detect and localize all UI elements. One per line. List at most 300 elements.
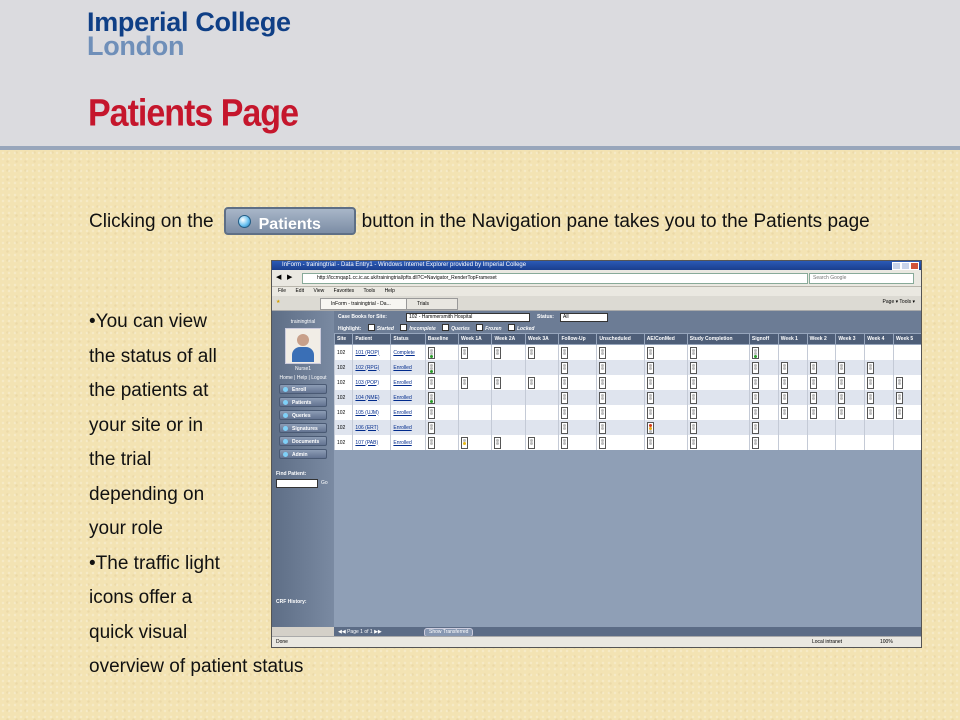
visit-cell bbox=[644, 360, 687, 375]
traffic-light-icon bbox=[781, 377, 788, 389]
traffic-light-icon bbox=[428, 407, 435, 419]
traffic-light-icon bbox=[838, 407, 845, 419]
visit-cell bbox=[644, 405, 687, 420]
pager-page-value: 1 bbox=[360, 629, 363, 635]
visit-cell bbox=[749, 435, 778, 450]
visit-cell bbox=[749, 405, 778, 420]
patient-link: 105 (UJM) bbox=[355, 409, 379, 416]
imperial-college-logo bbox=[87, 7, 291, 61]
traffic-light-icon bbox=[428, 392, 435, 404]
visit-cell bbox=[597, 435, 644, 450]
go-button: Go bbox=[321, 480, 328, 486]
checkbox-locked bbox=[508, 324, 515, 331]
visit-cell bbox=[644, 375, 687, 390]
traffic-light-icon bbox=[690, 422, 697, 434]
nav-button-enroll: Enroll bbox=[279, 384, 327, 394]
column-header: Week 4 bbox=[865, 334, 894, 345]
traffic-light-icon bbox=[838, 392, 845, 404]
traffic-light-icon bbox=[752, 362, 759, 374]
traffic-light-icon bbox=[781, 362, 788, 374]
traffic-light-icon bbox=[494, 347, 501, 359]
traffic-light-icon bbox=[838, 377, 845, 389]
traffic-light-icon bbox=[810, 407, 817, 419]
table-cell bbox=[391, 345, 425, 361]
traffic-light-icon bbox=[561, 377, 568, 389]
visit-cell bbox=[458, 375, 492, 390]
traffic-light-icon bbox=[690, 392, 697, 404]
column-header: Signoff bbox=[749, 334, 778, 345]
intro-paragraph bbox=[89, 207, 929, 235]
traffic-light-icon bbox=[528, 437, 535, 449]
visit-cell bbox=[778, 375, 807, 390]
visit-cell bbox=[425, 360, 458, 375]
table-cell bbox=[353, 360, 391, 375]
visit-cell bbox=[597, 375, 644, 390]
table-cell: 102 bbox=[335, 405, 353, 420]
status-label: Status: bbox=[537, 314, 554, 320]
traffic-light-icon bbox=[428, 377, 435, 389]
visit-cell bbox=[836, 420, 865, 435]
bullet-line: •You can view bbox=[89, 311, 207, 332]
visit-cell bbox=[749, 375, 778, 390]
traffic-light-icon bbox=[647, 392, 654, 404]
visit-cell bbox=[687, 420, 749, 435]
traffic-light-icon bbox=[690, 377, 697, 389]
visit-cell bbox=[559, 360, 597, 375]
traffic-light-icon bbox=[599, 407, 606, 419]
bullet-line: icons offer a bbox=[89, 587, 193, 608]
tab-bar bbox=[272, 296, 921, 311]
minimize-icon bbox=[892, 262, 901, 270]
visit-cell bbox=[687, 390, 749, 405]
visit-cell bbox=[458, 390, 492, 405]
traffic-light-icon bbox=[461, 437, 468, 449]
browser-title-bar bbox=[272, 261, 921, 270]
casebook-panel bbox=[334, 311, 922, 627]
status-link: Enrolled bbox=[393, 394, 412, 401]
traffic-light-icon bbox=[561, 407, 568, 419]
table-cell bbox=[353, 405, 391, 420]
slide-title: Patients Page bbox=[88, 92, 298, 135]
visit-cell bbox=[836, 360, 865, 375]
column-header: Week 3A bbox=[525, 334, 559, 345]
traffic-light-icon bbox=[599, 437, 606, 449]
visit-cell bbox=[778, 360, 807, 375]
traffic-light-icon bbox=[647, 422, 654, 434]
traffic-light-icon bbox=[561, 347, 568, 359]
traffic-light-icon bbox=[752, 392, 759, 404]
visit-cell bbox=[836, 435, 865, 450]
traffic-light-icon bbox=[561, 362, 568, 374]
bullet-line: your role bbox=[89, 518, 163, 539]
visit-cell bbox=[644, 420, 687, 435]
visit-cell bbox=[425, 345, 458, 361]
patient-link: 104 (NME) bbox=[355, 394, 380, 401]
column-header: Status bbox=[391, 334, 425, 345]
toolbar-page-tools: Page ▾ Tools ▾ bbox=[882, 299, 915, 305]
visit-cell bbox=[894, 345, 922, 361]
table-row bbox=[335, 360, 923, 375]
table-cell bbox=[353, 420, 391, 435]
last-page-icon: ▶▶ bbox=[374, 629, 382, 635]
visit-cell bbox=[492, 375, 526, 390]
traffic-light-icon bbox=[810, 377, 817, 389]
nav-links: Home | Help | Logout bbox=[279, 375, 327, 381]
menu-help: Help bbox=[384, 288, 395, 294]
traffic-light-icon bbox=[896, 407, 903, 419]
slide-header bbox=[0, 0, 960, 150]
column-header: Baseline bbox=[425, 334, 458, 345]
status-link: Enrolled bbox=[393, 409, 412, 416]
table-row bbox=[335, 375, 923, 390]
status-select: All bbox=[560, 313, 608, 322]
nav-site-name: trainingtrial bbox=[290, 319, 316, 325]
visit-cell bbox=[807, 405, 836, 420]
traffic-light-icon bbox=[752, 437, 759, 449]
column-header: Patient bbox=[353, 334, 391, 345]
back-icon: ◀ bbox=[276, 274, 282, 281]
visit-cell bbox=[894, 435, 922, 450]
visit-cell bbox=[644, 435, 687, 450]
traffic-light-icon bbox=[690, 362, 697, 374]
patient-link: 107 (PAB) bbox=[355, 439, 379, 446]
menu-edit: Edit bbox=[295, 288, 305, 294]
table-cell bbox=[391, 360, 425, 375]
traffic-light-icon bbox=[752, 422, 759, 434]
table-cell bbox=[353, 435, 391, 450]
visit-cell bbox=[865, 360, 894, 375]
visit-cell bbox=[492, 435, 526, 450]
visit-cell bbox=[807, 435, 836, 450]
navigation-pane bbox=[272, 311, 334, 627]
traffic-light-icon bbox=[599, 392, 606, 404]
logo-line-1: Imperial College bbox=[87, 7, 291, 37]
nav-dot-icon bbox=[238, 215, 251, 228]
site-select: 102 - Hammersmith Hospital bbox=[406, 313, 530, 322]
status-text: Done bbox=[276, 639, 288, 645]
visit-cell bbox=[836, 375, 865, 390]
casebook-toolbar bbox=[334, 311, 922, 333]
visit-cell bbox=[492, 360, 526, 375]
traffic-light-icon bbox=[599, 362, 606, 374]
table-cell bbox=[391, 390, 425, 405]
table-row bbox=[335, 405, 923, 420]
visit-cell bbox=[778, 345, 807, 361]
visit-cell bbox=[597, 390, 644, 405]
visit-cell bbox=[894, 360, 922, 375]
visit-cell bbox=[749, 345, 778, 361]
traffic-light-icon bbox=[752, 347, 759, 359]
column-header: Week 5 bbox=[894, 334, 922, 345]
forward-icon: ▶ bbox=[287, 274, 293, 281]
logo-line-2: London bbox=[87, 31, 185, 61]
traffic-light-icon bbox=[561, 437, 568, 449]
visit-cell bbox=[644, 345, 687, 361]
traffic-light-icon bbox=[867, 362, 874, 374]
status-link: Enrolled bbox=[393, 364, 412, 371]
visit-cell bbox=[894, 375, 922, 390]
visit-cell bbox=[559, 435, 597, 450]
patient-link: 106 (ERT) bbox=[355, 424, 379, 431]
visit-cell bbox=[865, 435, 894, 450]
column-header: Week 3 bbox=[836, 334, 865, 345]
highlight-label: Highlight: bbox=[338, 326, 362, 332]
traffic-light-icon bbox=[561, 392, 568, 404]
table-row bbox=[335, 345, 923, 361]
nav-button-signatures: Signatures bbox=[279, 423, 327, 433]
bullet-line: depending on bbox=[89, 483, 205, 505]
traffic-light-icon bbox=[528, 347, 535, 359]
patients-button-label: Patients bbox=[258, 216, 321, 233]
table-row bbox=[335, 390, 923, 405]
traffic-light-icon bbox=[647, 407, 654, 419]
column-header: Week 2 bbox=[807, 334, 836, 345]
visit-cell bbox=[525, 390, 559, 405]
visit-cell bbox=[894, 405, 922, 420]
visit-cell bbox=[778, 405, 807, 420]
pager-of-label: of 1 bbox=[364, 629, 373, 635]
traffic-light-icon bbox=[428, 422, 435, 434]
column-header: Week 1A bbox=[458, 334, 492, 345]
visit-cell bbox=[425, 375, 458, 390]
table-row bbox=[335, 435, 923, 450]
traffic-light-icon bbox=[461, 347, 468, 359]
visit-cell bbox=[749, 360, 778, 375]
visit-cell bbox=[778, 420, 807, 435]
intro-text-after: button in the Navigation pane takes you to the Patients page bbox=[361, 211, 870, 232]
table-cell bbox=[353, 390, 391, 405]
visit-cell bbox=[687, 375, 749, 390]
menu-bar bbox=[272, 287, 921, 296]
menu-favorites: Favorites bbox=[333, 288, 355, 294]
traffic-light-icon bbox=[494, 377, 501, 389]
visit-cell bbox=[807, 375, 836, 390]
visit-cell bbox=[687, 435, 749, 450]
traffic-light-icon bbox=[752, 377, 759, 389]
visit-cell bbox=[597, 420, 644, 435]
visit-cell bbox=[865, 405, 894, 420]
traffic-light-icon bbox=[599, 377, 606, 389]
visit-cell bbox=[559, 405, 597, 420]
traffic-light-icon bbox=[599, 347, 606, 359]
traffic-light-icon bbox=[810, 362, 817, 374]
highlight-frozen: Frozen bbox=[485, 326, 502, 332]
checkbox-started bbox=[368, 324, 375, 331]
avatar bbox=[285, 328, 321, 364]
traffic-light-icon bbox=[781, 407, 788, 419]
traffic-light-icon bbox=[461, 377, 468, 389]
traffic-light-icon bbox=[647, 347, 654, 359]
find-patient-label: Find Patient: bbox=[276, 471, 307, 477]
visit-cell bbox=[425, 390, 458, 405]
visit-cell bbox=[425, 405, 458, 420]
url-field: http://lccrnqap1.cc.ic.ac.uk/trainingtrial/pfts.dll?C=Navigator_RenderTopFrameset bbox=[302, 273, 808, 284]
visit-cell bbox=[865, 390, 894, 405]
visit-cell bbox=[807, 420, 836, 435]
traffic-light-icon bbox=[528, 377, 535, 389]
highlight-queries: Queries bbox=[451, 326, 470, 332]
traffic-light-icon bbox=[838, 362, 845, 374]
visit-cell bbox=[559, 390, 597, 405]
highlight-locked: Locked bbox=[516, 326, 535, 332]
visit-cell bbox=[836, 390, 865, 405]
first-page-icon: ◀◀ bbox=[338, 629, 346, 635]
column-header: Week 2A bbox=[492, 334, 526, 345]
table-cell: 102 bbox=[335, 360, 353, 375]
table-cell bbox=[391, 420, 425, 435]
visit-cell bbox=[807, 390, 836, 405]
table-cell bbox=[391, 435, 425, 450]
visit-cell bbox=[492, 390, 526, 405]
bullet-line: the status of all bbox=[89, 345, 217, 367]
visit-cell bbox=[525, 435, 559, 450]
traffic-light-icon bbox=[752, 407, 759, 419]
traffic-light-icon bbox=[428, 362, 435, 374]
status-zone: Local intranet bbox=[812, 639, 843, 645]
checkbox-incomplete bbox=[400, 324, 407, 331]
traffic-light-icon bbox=[896, 392, 903, 404]
traffic-light-icon bbox=[690, 437, 697, 449]
traffic-light-icon bbox=[867, 407, 874, 419]
tab-inform: InForm - trainingtrial - Da... bbox=[320, 298, 412, 310]
show-transferred-button: Show Transferred bbox=[424, 628, 473, 637]
visit-cell bbox=[807, 345, 836, 361]
checkbox-frozen bbox=[476, 324, 483, 331]
patient-link: 103 (POP) bbox=[355, 379, 380, 386]
visit-cell bbox=[525, 345, 559, 361]
patients-table bbox=[334, 333, 922, 450]
status-zoom: 100% bbox=[880, 639, 893, 645]
traffic-light-icon bbox=[781, 392, 788, 404]
column-header: Follow-Up bbox=[559, 334, 597, 345]
patient-link: 101 (ROP) bbox=[355, 349, 380, 356]
close-icon bbox=[910, 262, 919, 270]
nav-button-admin: Admin bbox=[279, 449, 327, 459]
visit-cell bbox=[525, 360, 559, 375]
visit-cell bbox=[687, 345, 749, 361]
column-header: AE/ConMed bbox=[644, 334, 687, 345]
visit-cell bbox=[525, 420, 559, 435]
visit-cell bbox=[865, 420, 894, 435]
traffic-light-icon bbox=[896, 377, 903, 389]
site-label: Case Books for Site: bbox=[338, 314, 387, 320]
column-header: Study Completion bbox=[687, 334, 749, 345]
table-cell: 102 bbox=[335, 375, 353, 390]
status-link: Enrolled bbox=[393, 424, 412, 431]
visit-cell bbox=[894, 390, 922, 405]
visit-cell bbox=[458, 420, 492, 435]
status-link: Enrolled bbox=[393, 379, 412, 386]
menu-tools: Tools bbox=[363, 288, 376, 294]
favorites-star-icon: ★ bbox=[276, 299, 281, 305]
window-title: InForm - trainingtrial - Data Entry1 - Windows Internet Explorer provided by Imperial College bbox=[282, 262, 527, 268]
patient-link: 102 (RPG) bbox=[355, 364, 380, 371]
traffic-light-icon bbox=[690, 347, 697, 359]
visit-cell bbox=[836, 405, 865, 420]
patients-button-image bbox=[224, 207, 356, 235]
crf-history-label: CRF History: bbox=[276, 599, 307, 605]
intro-text-before: Clicking on the bbox=[89, 211, 214, 232]
traffic-light-icon bbox=[561, 422, 568, 434]
table-cell bbox=[391, 375, 425, 390]
visit-cell bbox=[492, 405, 526, 420]
traffic-light-icon bbox=[690, 407, 697, 419]
table-cell bbox=[353, 375, 391, 390]
visit-cell bbox=[778, 435, 807, 450]
visit-cell bbox=[525, 405, 559, 420]
nav-button-patients: Patients bbox=[279, 397, 327, 407]
traffic-light-icon bbox=[647, 437, 654, 449]
menu-file: File bbox=[278, 288, 287, 294]
status-link: Complete bbox=[393, 349, 415, 356]
menu-view: View bbox=[313, 288, 325, 294]
bullet-line: •The traffic light bbox=[89, 552, 220, 574]
visit-cell bbox=[894, 420, 922, 435]
visit-cell bbox=[749, 420, 778, 435]
bullet-line: quick visual bbox=[89, 621, 188, 643]
table-cell bbox=[353, 345, 391, 361]
visit-cell bbox=[559, 375, 597, 390]
traffic-light-icon bbox=[647, 377, 654, 389]
visit-cell bbox=[778, 390, 807, 405]
table-cell: 102 bbox=[335, 390, 353, 405]
table-cell: 102 bbox=[335, 345, 353, 361]
visit-cell bbox=[597, 345, 644, 361]
highlight-options bbox=[338, 324, 534, 332]
traffic-light-icon bbox=[647, 362, 654, 374]
checkbox-queries bbox=[442, 324, 449, 331]
find-patient-input bbox=[276, 479, 328, 488]
visit-cell bbox=[597, 405, 644, 420]
traffic-light-icon bbox=[428, 347, 435, 359]
nav-button-queries: Queries bbox=[279, 410, 327, 420]
visit-cell bbox=[597, 360, 644, 375]
inform-screenshot bbox=[271, 260, 922, 648]
visit-cell bbox=[865, 345, 894, 361]
visit-cell bbox=[749, 390, 778, 405]
column-header: Unscheduled bbox=[597, 334, 644, 345]
traffic-light-icon bbox=[867, 392, 874, 404]
visit-cell bbox=[458, 435, 492, 450]
visit-cell bbox=[836, 345, 865, 361]
visit-cell bbox=[492, 420, 526, 435]
visit-cell bbox=[458, 360, 492, 375]
maximize-icon bbox=[901, 262, 910, 270]
bullet-line: your site or in bbox=[89, 414, 204, 436]
search-field: Search Google bbox=[809, 273, 914, 284]
visit-cell bbox=[525, 375, 559, 390]
status-link: Enrolled bbox=[393, 439, 412, 446]
visit-cell bbox=[492, 345, 526, 361]
visit-cell bbox=[458, 405, 492, 420]
address-bar bbox=[272, 270, 921, 287]
visit-cell bbox=[559, 420, 597, 435]
bullet-line: the patients at bbox=[89, 380, 209, 401]
visit-cell bbox=[425, 435, 458, 450]
table-header-row bbox=[335, 334, 923, 345]
browser-status-bar bbox=[272, 636, 922, 647]
nav-user-name: Nurse1 bbox=[294, 366, 312, 372]
bullet-line: the trial bbox=[89, 449, 152, 470]
traffic-light-icon bbox=[494, 437, 501, 449]
column-header: Site bbox=[335, 334, 353, 345]
pager-page-label: Page bbox=[347, 629, 359, 635]
visit-cell bbox=[807, 360, 836, 375]
inform-app bbox=[272, 311, 922, 635]
table-cell: 102 bbox=[335, 435, 353, 450]
table-cell: 102 bbox=[335, 420, 353, 435]
column-header: Week 1 bbox=[778, 334, 807, 345]
